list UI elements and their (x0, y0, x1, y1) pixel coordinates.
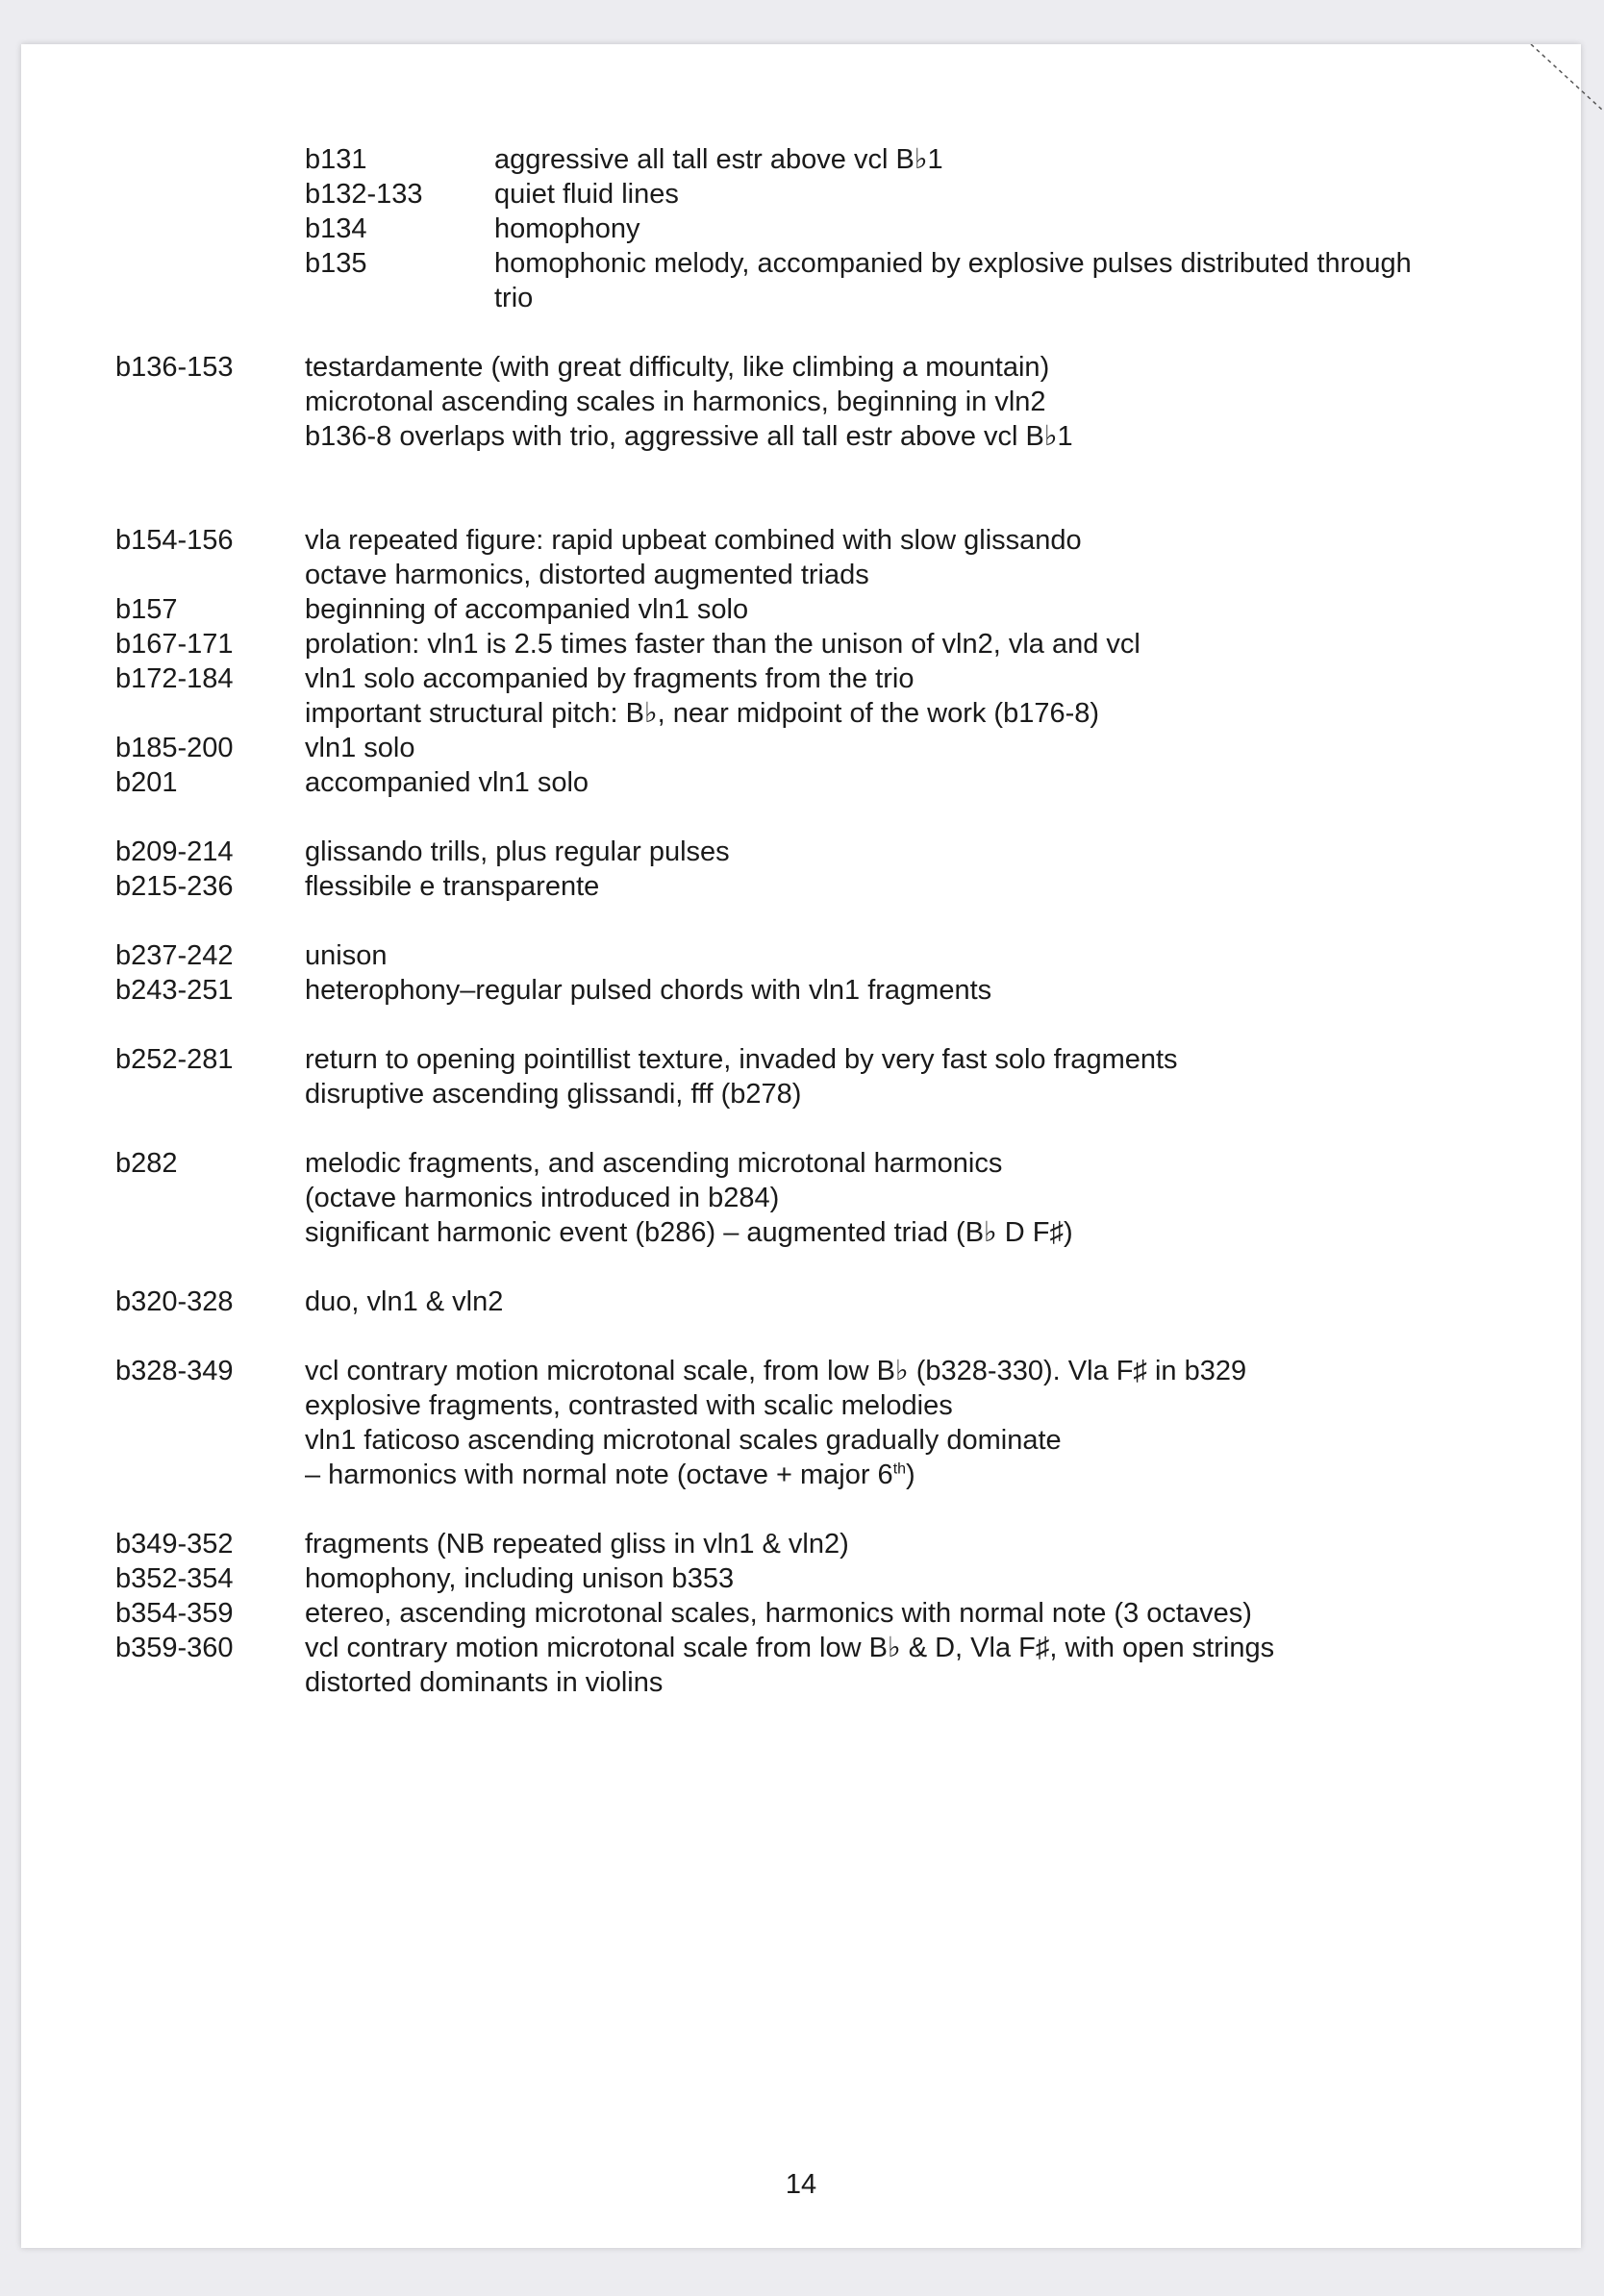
entry-group (115, 1527, 1500, 1700)
description-line: (octave harmonics introduced in b284) (305, 1183, 780, 1213)
entry-row (115, 1596, 1500, 1631)
entry-row (115, 1354, 1500, 1492)
entry-group (115, 1285, 1500, 1319)
description-line: – harmonics with normal note (octave + major 6th) (305, 1460, 915, 1490)
bar-range: b172-184 (115, 663, 234, 694)
description-line: unison (305, 940, 388, 971)
description-line: homophony (494, 213, 640, 244)
entry-row (115, 1042, 1500, 1111)
description-line: trio (494, 283, 534, 313)
page-number: 14 (785, 2169, 817, 2200)
description-line: disruptive ascending glissandi, fff (b278) (305, 1079, 802, 1110)
description (305, 1561, 1500, 1596)
description (305, 938, 1500, 973)
description (494, 177, 1500, 212)
bar-range: b352-354 (115, 1563, 234, 1594)
entry-groups (115, 315, 1500, 1700)
description-line: flessibile e transparente (305, 871, 600, 902)
description-line: homophony, including unison b353 (305, 1563, 735, 1594)
bar-range: b157 (115, 594, 178, 625)
entry-row (115, 627, 1500, 661)
description-line: explosive fragments, contrasted with scalic melodies (305, 1390, 953, 1421)
group-spacer (115, 1008, 1500, 1042)
description-line: vln1 faticoso ascending microtonal scales gradually dominate (305, 1425, 1062, 1456)
document-content (115, 142, 1500, 1700)
description (305, 350, 1500, 454)
entry-row (115, 765, 1500, 800)
bar-range: b209-214 (115, 836, 234, 867)
description (494, 142, 1500, 177)
bar-range: b132-133 (305, 179, 423, 210)
description-line: glissando trills, plus regular pulses (305, 836, 730, 867)
description-line: vln1 solo (305, 733, 415, 763)
description (494, 246, 1500, 315)
entry-group (115, 1354, 1500, 1492)
entry-row (115, 1527, 1500, 1561)
intro-sub-entries (115, 142, 1500, 315)
entry-row (115, 142, 1500, 177)
description (305, 627, 1500, 661)
group-spacer (115, 454, 1500, 523)
entry-group (115, 1042, 1500, 1111)
group-spacer (115, 800, 1500, 835)
entry-row (115, 592, 1500, 627)
entry-row (115, 212, 1500, 246)
entry-row (115, 835, 1500, 869)
entry-row (115, 661, 1500, 731)
description (305, 523, 1500, 592)
description-line: heterophony–regular pulsed chords with vln1 fragments (305, 975, 992, 1006)
bar-range: b328-349 (115, 1356, 234, 1386)
description (305, 869, 1500, 904)
description-line: b136-8 overlaps with trio, aggressive all tall estr above vcl B♭1 (305, 421, 1073, 452)
description (305, 592, 1500, 627)
description-line: vln1 solo accompanied by fragments from the trio (305, 663, 915, 694)
indent-spacer (115, 142, 305, 177)
description-line: vcl contrary motion microtonal scale from low B♭ & D, Vla F♯, with open strings (305, 1633, 1275, 1663)
bar-range: b134 (305, 213, 367, 244)
entry-row (115, 1285, 1500, 1319)
entry-group (115, 523, 1500, 800)
description-line: vcl contrary motion microtonal scale, from low B♭ (b328-330). Vla F♯ in b329 (305, 1356, 1247, 1386)
description-line: distorted dominants in violins (305, 1667, 664, 1698)
description-line: significant harmonic event (b286) – augmented triad (B♭ D F♯) (305, 1217, 1073, 1248)
description-line: microtonal ascending scales in harmonics, beginning in vln2 (305, 387, 1046, 417)
description-line: duo, vln1 & vln2 (305, 1286, 504, 1317)
bar-range: b252-281 (115, 1044, 234, 1075)
bar-range: b136-153 (115, 352, 234, 383)
description-line: return to opening pointillist texture, invaded by very fast solo fragments (305, 1044, 1178, 1075)
entry-row (115, 1631, 1500, 1700)
bar-range: b349-352 (115, 1529, 234, 1560)
entry-row (115, 731, 1500, 765)
group-spacer (115, 1111, 1500, 1146)
entry-row (115, 523, 1500, 592)
entry-row (115, 1561, 1500, 1596)
description (494, 212, 1500, 246)
indent-spacer (115, 212, 305, 246)
bar-range: b131 (305, 144, 367, 175)
description-line: aggressive all tall estr above vcl B♭1 (494, 144, 943, 175)
bar-range: b201 (115, 767, 178, 798)
page-corner-fold (1521, 44, 1604, 140)
description (305, 661, 1500, 731)
description-line: quiet fluid lines (494, 179, 679, 210)
bar-range: b215-236 (115, 871, 234, 902)
entry-group (115, 835, 1500, 904)
bar-range: b167-171 (115, 629, 234, 660)
description (305, 731, 1500, 765)
description-line: prolation: vln1 is 2.5 times faster than the unison of vln2, vla and vcl (305, 629, 1140, 660)
entry-row (115, 177, 1500, 212)
entry-row (115, 350, 1500, 454)
description-line: octave harmonics, distorted augmented triads (305, 560, 869, 590)
description (305, 1042, 1500, 1111)
bar-range: b154-156 (115, 525, 234, 556)
group-spacer (115, 1319, 1500, 1354)
entry-row (115, 246, 1500, 315)
description (305, 1631, 1500, 1700)
document-page (21, 44, 1581, 2248)
bar-range: b185-200 (115, 733, 234, 763)
bar-range: b359-360 (115, 1633, 234, 1663)
group-spacer (115, 1250, 1500, 1285)
entry-row (115, 938, 1500, 973)
description (305, 973, 1500, 1008)
entry-group (115, 938, 1500, 1008)
description (305, 1285, 1500, 1319)
description (305, 765, 1500, 800)
description-line: vla repeated figure: rapid upbeat combined with slow glissando (305, 525, 1082, 556)
indent-spacer (115, 177, 305, 212)
description-line: fragments (NB repeated gliss in vln1 & vln2) (305, 1529, 849, 1560)
description-line: beginning of accompanied vln1 solo (305, 594, 749, 625)
group-spacer (115, 904, 1500, 938)
group-spacer (115, 315, 1500, 350)
description-line: melodic fragments, and ascending microtonal harmonics (305, 1148, 1003, 1179)
entry-row (115, 869, 1500, 904)
description-line: testardamente (with great difficulty, like climbing a mountain) (305, 352, 1050, 383)
description-line: etereo, ascending microtonal scales, harmonics with normal note (3 octaves) (305, 1598, 1252, 1629)
entry-group (115, 1146, 1500, 1250)
description-line: homophonic melody, accompanied by explosive pulses distributed through (494, 248, 1412, 279)
entry-row (115, 973, 1500, 1008)
bar-range: b282 (115, 1148, 178, 1179)
bar-range: b243-251 (115, 975, 234, 1006)
entry-row (115, 1146, 1500, 1250)
description (305, 1596, 1500, 1631)
indent-spacer (115, 246, 305, 315)
description (305, 1527, 1500, 1561)
entry-group (115, 350, 1500, 454)
description (305, 1146, 1500, 1250)
description (305, 1354, 1500, 1492)
description (305, 835, 1500, 869)
bar-range: b354-359 (115, 1598, 234, 1629)
description-line: accompanied vln1 solo (305, 767, 589, 798)
bar-range: b135 (305, 248, 367, 279)
group-spacer (115, 1492, 1500, 1527)
bar-range: b237-242 (115, 940, 234, 971)
description-line: important structural pitch: B♭, near midpoint of the work (b176-8) (305, 698, 1100, 729)
bar-range: b320-328 (115, 1286, 234, 1317)
